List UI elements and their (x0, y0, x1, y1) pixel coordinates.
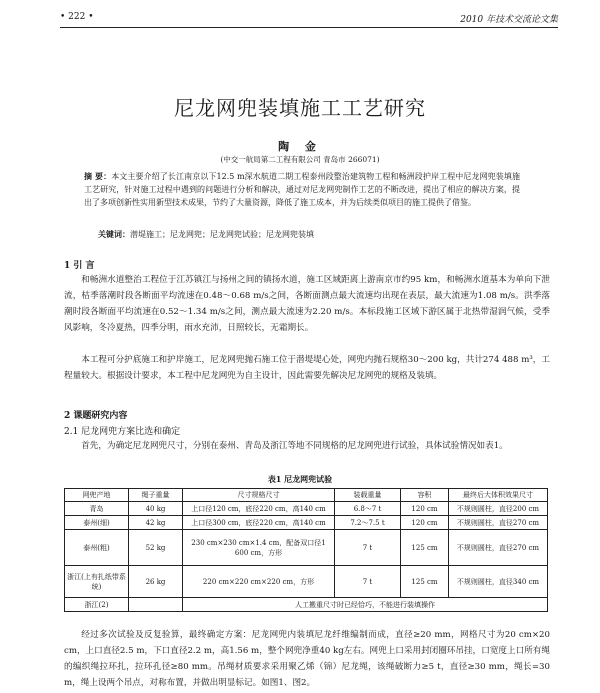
paragraph-conclusion-text: 经过多次试验及反复验算，最终确定方案：尼龙网兜内装填尼龙纤维编制而成，直径≥20 mm，网格尺寸为20 cm×20 cm，上口直径2.5 m，下口直径2.2 m，高1.56 m，整个网兜净重40 kg左右。网兜上口采用封闭圈环吊挂，口宽度上口所有绳的编织绳拉环扎，拉环孔径≥80 mm。吊绳材质要求采用聚乙烯（锦）尼龙绳，该绳破断力≥5 t，直径≥30 mm，绳长=30 m，绳上设两个吊点，对称布置，并做出明显标记。如图1、图2。 (64, 630, 550, 688)
keywords-text: 潜堤施工；尼龙网兜；尼龙网兜试验；尼龙网兜装填 (130, 230, 314, 239)
table-row (65, 530, 548, 566)
running-header (60, 12, 558, 28)
table-cell: 125 cm (401, 566, 449, 598)
paragraph-table-intro: 首先，为确定尼龙网兜尺寸，分别在泰州、青岛及浙江等地不同规格的尼龙网兜进行试验，具体试验情况如表1。 (81, 441, 508, 451)
keywords (98, 229, 518, 240)
page-number: • 222 • (60, 12, 94, 22)
table-header-row (65, 489, 548, 502)
table-header-cell: 最终后大体积效果尺寸 (449, 489, 548, 502)
table-cell: 不规则圆柱，直径200 cm (449, 502, 548, 516)
table-header-cell: 尺寸规格尺寸 (183, 489, 335, 502)
journal-name: 2010 年技术交流论文集 (460, 15, 558, 25)
author-name: 陶 金 (278, 140, 322, 153)
paragraph-intro-2: 本工程可分护底施工和护岸施工，尼龙网兜抛石施工位于潜堤堤心处，网兜内抛石规格30～200 kg，共计274 488 m³，工程量较大。根据设计要求，本工程中尼龙网兜为自主设计，因此需要先解决尼龙网兜的规格及装填。 (64, 355, 550, 381)
abstract-label: 摘 要： (84, 171, 112, 181)
table-header-cell: 绳子重量 (129, 489, 183, 502)
table-cell: 7 t (335, 530, 401, 566)
table-cell: 人工搬重尺寸时已经恰巧，不能进行装填操作 (183, 598, 548, 612)
table-row (65, 598, 548, 612)
table-cell: 26 kg (129, 566, 183, 598)
table-cell: 浙江(上有扎纸带系统) (65, 566, 129, 598)
table-header-cell: 容积 (401, 489, 449, 502)
abstract-text: 本文主要介绍了长江南京以下12.5 m深水航道二期工程泰州段整治建筑物工程和畅洲段护岸工程中尼龙网兜装填施工艺研究，针对施工过程中遇到的问题进行分析和解决，通过对尼龙网兜制作工艺的不断改进，提出了相应的解决方案，提出了多项创新性实用新型技术成果，节约了大量资源，降低了施工成本，并为后续类似项目的施工提供了借鉴。 (84, 172, 521, 207)
table-cell: 42 kg (129, 516, 183, 530)
table-row (65, 516, 548, 530)
section-heading-research: 2 课题研究内容 (64, 411, 128, 421)
table-cell: 不规则圆柱，直径270 cm (449, 516, 548, 530)
test-table (64, 488, 548, 612)
table-cell: 上口径300 cm，底径220 cm，高140 cm (183, 516, 335, 530)
table-row (65, 502, 548, 516)
table-header-cell: 装载重量 (335, 489, 401, 502)
table-cell: 浙江(2) (65, 598, 129, 612)
table-cell: 不规则圆柱，直径270 cm (449, 530, 548, 566)
paragraph-conclusion (64, 627, 550, 691)
abstract (84, 170, 520, 209)
table-cell: 120 cm (401, 516, 449, 530)
subsection-heading-2-1: 2.1 尼龙网兜方案比选和确定 (64, 427, 181, 437)
table-cell: 7.2～7.5 t (335, 516, 401, 530)
table-cell: 7 t (335, 566, 401, 598)
table-cell: 220 cm×220 cm×220 cm，方形 (183, 566, 335, 598)
table-cell: 不规则圆柱，直径340 cm (449, 566, 548, 598)
table-cell: 125 cm (401, 530, 449, 566)
table-cell: 青岛 (65, 502, 129, 516)
table-cell: 上口径120 cm，底径220 cm，高140 cm (183, 502, 335, 516)
table-cell: 120 cm (401, 502, 449, 516)
table-cell: 泰州(细) (65, 516, 129, 530)
table-header-cell: 网兜产地 (65, 489, 129, 502)
table-row (65, 566, 548, 598)
table-cell: 40 kg (129, 502, 183, 516)
table-cell (129, 598, 183, 612)
paragraph-intro-1: 和畅洲水道整治工程位于江苏镇江与扬州之间的镇扬水道，施工区域距离上游南京市约95 km，和畅洲水道基本为单向下泄流，枯季落潮时段各断面平均流速在0.48～0.68 m/s之间，各断面测点最大流速均出现在表层，最大流速为1.08 m/s。洪季落潮时段各断面平均流速在0.52～1.34 m/s之间，测点最大流速为2.20 m/s。本标段施工区域下游区属于北热带湿润气候，受季风影响，冬冷夏热，四季分明，雨水充沛，日照较长，无霜期长。 (64, 275, 550, 333)
table-cell: 泰州(粗) (65, 530, 129, 566)
paper-title: 尼龙网兜装填施工工艺研究 (174, 96, 426, 120)
section-heading-intro: 1 引 言 (64, 261, 95, 271)
keywords-label: 关键词： (98, 229, 130, 239)
affiliation: (中交一航局第二工程有限公司 青岛市 266071) (220, 155, 380, 164)
table-cell: 230 cm×230 cm×1.4 cm，配备双口径1 600 cm，方形 (183, 530, 335, 566)
table-caption: 表1 尼龙网兜试验 (267, 474, 333, 484)
table-cell: 52 kg (129, 530, 183, 566)
table-cell: 6.8～7 t (335, 502, 401, 516)
